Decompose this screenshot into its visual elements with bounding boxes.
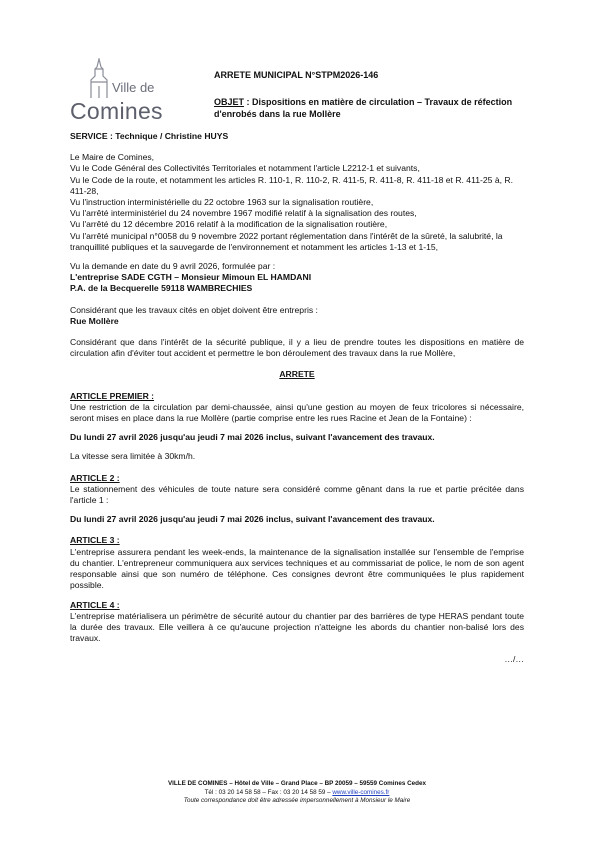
article-title: ARTICLE 4 :: [70, 599, 120, 610]
demande-line: Vu la demande en date du 9 avril 2026, formulée par :: [70, 261, 276, 272]
website-link[interactable]: www.ville-comines.fr: [332, 788, 390, 796]
considerant-paragraph: Considérant que dans l'intérêt de la sécurité publique, il y a lieu de prendre toutes les dispositions en matière de circulation afin d'éviter tout accident et permettre le bon déroulement des travaux dans la rue Mollère,: [70, 337, 524, 359]
article-speed-limit: La vitesse sera limitée à 30km/h.: [70, 451, 196, 462]
demande-company: L'entreprise SADE CGTH – Monsieur Mimoun EL HAMDANI: [70, 272, 312, 283]
objet-text: : Dispositions en matière de circulation – Travaux de réfection d'enrobés dans la rue Mollère: [214, 97, 513, 119]
objet: [214, 96, 514, 120]
vu-line: Vu l'instruction interministérielle du 22 octobre 1963 sur la signalisation routière,: [70, 197, 374, 208]
article-text: Une restriction de la circulation par demi-chaussée, ainsi qu'une gestion au moyen de feux tricolores si nécessaire, seront mises en place dans la rue Mollère (partie comprise entre les rues Racine et Jean de la Fontaine) :: [70, 401, 524, 424]
article-text: Le stationnement des véhicules de toute nature sera considéré comme gênant dans la rue et partie précitée dans l'article 1 :: [70, 483, 524, 506]
vu-line: Vu le Code de la route, et notamment les articles R. 110-1, R. 110-2, R. 411-5, R. 411-8, R. 411-18 et R. 411-25 à, R. 411-28,: [70, 174, 513, 196]
footer-address: VILLE DE COMINES – Hôtel de Ville – Grand Place – BP 20059 – 59559 Comines Cedex: [167, 780, 427, 787]
article-text: L'entreprise matérialisera un périmètre de sécurité autour du chantier par des barrières de type HERAS pendant toute la durée des travaux. Elle veillera à ce qu'aucune projection n'atteigne les abords du chantier non-balisé lors des travaux.: [70, 610, 524, 644]
article-dates: Du lundi 27 avril 2026 jusqu'au jeudi 7 mai 2026 inclus, suivant l'avancement des travaux.: [70, 432, 435, 443]
considerant-line: Considérant que les travaux cités en objet doivent être entrepris :: [70, 304, 318, 315]
objet-label: OBJET: [214, 97, 245, 107]
page-footer: [70, 780, 524, 806]
article-title: ARTICLE 2 :: [70, 472, 120, 483]
footer-contact: [70, 789, 524, 798]
demande-address: P.A. de la Becquerelle 59118 WAMBRECHIES: [70, 283, 253, 294]
article-title: ARTICLE PREMIER :: [70, 390, 155, 401]
footer-correspondence-note: Toute correspondance doit être adressée impersonnellement à Monsieur le Maire: [183, 797, 411, 805]
vu-line: Vu l'arrêté interministériel du 24 novembre 1967 modifié relatif à la signalisation des routes,: [70, 208, 417, 219]
vu-line: Vu le Code Général des Collectivités Territoriales et notamment l'article L2212-1 et suivants,: [70, 163, 420, 174]
maire-line: Le Maire de Comines,: [70, 152, 155, 163]
arrete-title: ARRETE: [279, 369, 315, 380]
church-icon: [82, 58, 116, 100]
considerant-rue: Rue Mollère: [70, 315, 119, 326]
vu-line: Vu l'arrêté municipal n°0058 du 9 novembre 2022 portant réglementation dans l'intérêt de la sûreté, la salubrité, la tranquillité publiques et la sauvegarde de l'environnement et notamment les articles 1-13 et 1-15,: [70, 230, 503, 252]
service-value: Technique / Christine HUYS: [112, 131, 229, 141]
document-body: [70, 131, 524, 666]
service-label: SERVICE :: [70, 131, 113, 141]
article-dates: Du lundi 27 avril 2026 jusqu'au jeudi 7 mai 2026 inclus, suivant l'avancement des travaux.: [70, 514, 435, 525]
service-line: [70, 131, 524, 142]
logo-text-comines: Comines: [70, 98, 163, 124]
article-text: L'entreprise assurera pendant les week-ends, la maintenance de la signalisation installée sur l'ensemble de l'emprise du chantier. L'entrepreneur communiquera aux services techniques et au commissariat de police, le nom de son agent responsable ainsi que son numéro de téléphone. Ces consignes devront être communiquées le plus rapidement possible.: [70, 546, 524, 591]
continuation-mark: …/…: [504, 654, 524, 665]
footer-phone-fax: Tél : 03 20 14 58 58 – Fax : 03 20 14 58 59 –: [204, 788, 333, 796]
ville-de-comines-logo: [66, 54, 166, 126]
article-title: ARTICLE 3 :: [70, 535, 120, 546]
logo-text-ville-de: Ville de: [112, 80, 155, 95]
arrete-number: ARRETE MUNICIPAL N°STPM2026-146: [214, 70, 379, 80]
vu-line: Vu l'arrêté du 12 décembre 2016 relatif à la modification de la signalisation routière,: [70, 219, 388, 230]
